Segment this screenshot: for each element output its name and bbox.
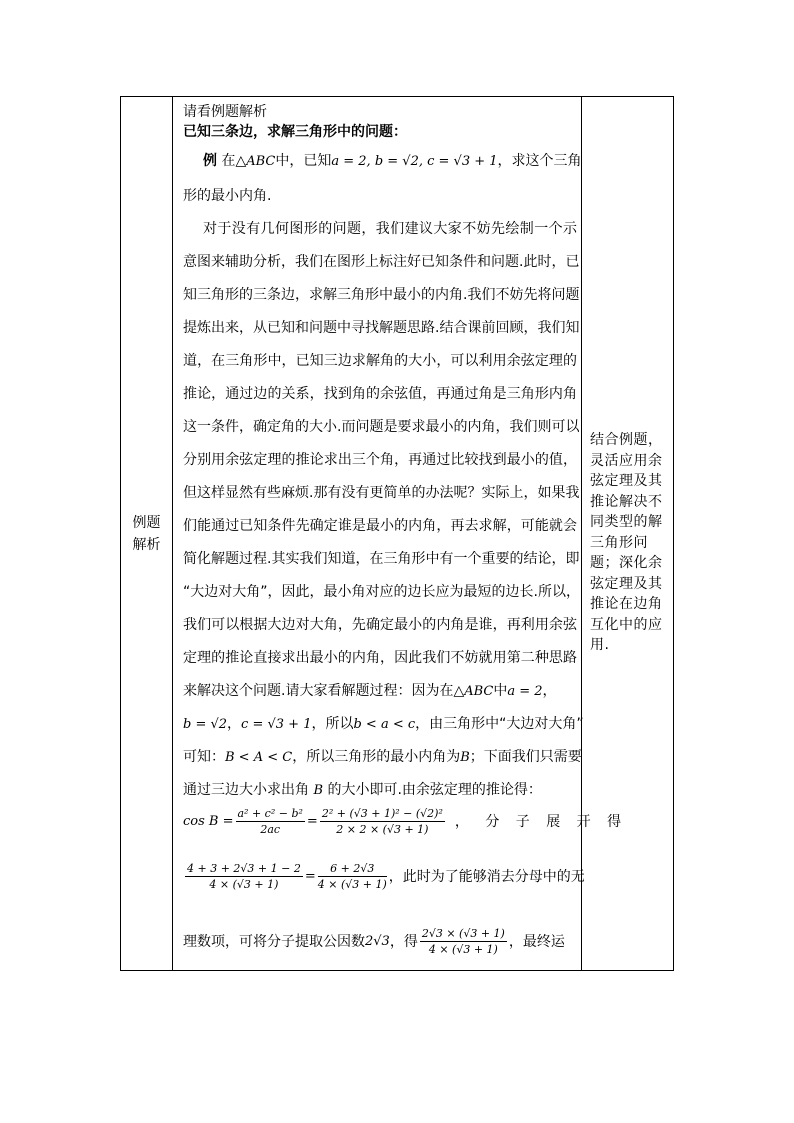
equals-sign: = [304,868,316,884]
fraction [320,807,445,836]
para-line: 道，在三角形中，已知三边求解角的大小，可以利用余弦定理的 [183,353,577,369]
para-line: 分别用余弦定理的推论求出三个角，再通过比较找到最小的值， [183,452,577,468]
numerator: 2² + (√3 + 1)² − (√2)² [321,806,443,820]
solution-text: 通过三边大小求出角 [183,782,309,798]
angle-inequality: B < A < C [225,750,293,765]
fraction [420,927,507,956]
solution-text: ，此时为了能够消去分母中的无 [388,869,585,885]
angle-b: B [460,750,470,765]
solution-text: ；下面我们只需要 [469,749,582,765]
heading-2: 已知三条边，求解三角形中的问题： [183,124,407,140]
solution-text: 中 [493,683,508,699]
para-line: 简化解题过程.其实我们知道，在三角形中有一个重要的结论，即 [183,551,580,567]
solution-line-3 [183,746,582,766]
numerator: a² + c² − b² [237,806,303,820]
para-line: 知三角形的三条边，求解三角形中最小的内角.我们不妨先将问题 [183,287,580,303]
solution-line-4 [183,779,577,799]
solution-text: 理数项，可将分子提取公因数 [183,934,365,950]
cos-formula-line [183,801,628,841]
solution-text: ，得 [389,934,418,950]
numerator: 2√3 × (√3 + 1) [421,926,505,940]
example-label: 例 [203,153,217,169]
fraction [318,862,387,891]
para-line: 我们可以根据大边对大角，先确定最小的内角是谁，再利用余弦 [183,617,577,633]
solution-text: ， 分 子 展 开 得 [454,814,628,830]
denominator: 4 × (√3 + 1) [317,877,387,891]
common-factor: 2√3 [365,933,390,949]
equals-sign: = [306,813,318,829]
fraction [236,807,305,836]
solution-text: ，由三角形中“大边对大角” [415,716,584,732]
denominator: 4 × (√3 + 1) [428,942,498,956]
para-line: 定理的推论直接求出最小的内角，因此我们不妨就用第二种思路 [183,650,577,666]
teaching-note: 结合例题，灵活应用余弦定理及其推论解决不同类型的解三角形问题；深化余弦定理及其推论在边角互化中的应用. [590,432,663,653]
given-b: b = √2 [183,717,228,732]
cos-lhs: cos B = [183,813,234,829]
angle-b: B [313,783,324,798]
para-line: “大边对大角”，因此，最小角对应的边长应为最短的边长.所以， [183,584,580,600]
solution-line-1 [183,680,577,700]
denominator: 4 × (√3 + 1) [209,877,279,891]
para-line: 这一条件，确定角的大小.而问题是要求最小的内角，我们则可以 [183,419,580,435]
given-c: c = √3 + 1 [241,717,312,732]
solution-text: ， [227,716,242,732]
lesson-table [120,96,674,971]
solution-text: 可知： [183,749,225,765]
solution-text: ，最终运 [508,934,565,950]
solution-text: ，所以 [311,716,354,732]
expansion-line [183,856,585,896]
triangle-name: ABC [464,684,494,699]
factor-line [183,921,577,961]
solution-text: 来解决这个问题.请大家看解题过程：因为在△ [183,683,465,699]
para-line: 提炼出来，从已知和问题中寻找解题思路.结合课前回顾，我们知 [183,320,580,336]
example-mid: 中，已知 [275,153,332,169]
para-line: 但这样显然有些麻烦.那有没有更简单的办法呢？实际上，如果我 [183,485,580,501]
example-suffix: ，求这个三角 [497,153,582,169]
para-line: 推论，通过边的关系，找到角的余弦值，再通过角是三角形内角 [183,386,577,402]
note-cell [582,97,674,970]
solution-text: 的大小即可.由余弦定理的推论得： [327,782,542,798]
fraction [185,862,303,891]
para-line: 对于没有几何图形的问题，我们建议大家不妨先绘制一个示 [203,221,577,237]
solution-text: ， [542,683,557,699]
row-label: 例题解析 [132,514,161,553]
example-prefix: 在△ [221,153,247,169]
numerator: 4 + 3 + 2√3 + 1 − 2 [187,861,301,875]
row-label-cell [121,97,172,970]
solution-line-2 [183,713,584,733]
numerator: 6 + 2√3 [318,862,387,877]
side-inequality: b < a < c [353,717,416,732]
denominator: 2 × 2 × (√3 + 1) [336,822,429,836]
example-given: a = 2, b = √2, c = √3 + 1 [331,154,498,169]
para-line: 们能通过已知条件先确定谁是最小的内角，再去求解，可能就会 [183,518,577,534]
heading-1: 请看例题解析 [183,104,267,120]
given-a: a = 2 [507,684,543,699]
solution-text: ，所以三角形的最小内角为 [292,749,461,765]
denominator: 2ac [260,822,281,836]
example-line-1 [203,150,582,170]
para-line: 意图来辅助分析，我们在图形上标注好已知条件和问题.此时，已 [183,254,580,270]
example-triangle: ABC [246,154,276,169]
example-line-2: 形的最小内角. [183,188,272,204]
